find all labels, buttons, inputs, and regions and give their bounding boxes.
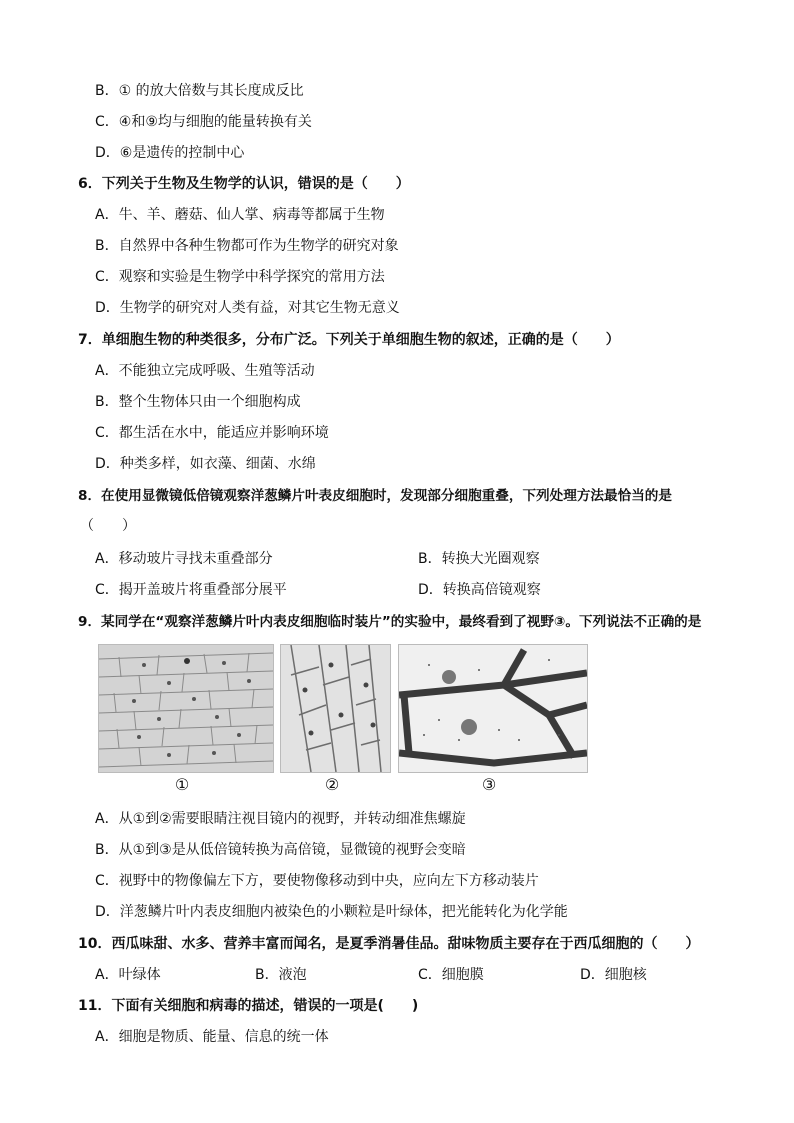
q9-option-b: B．从①到③是从低倍镜转换为高倍镜，显微镜的视野会变暗 xyxy=(95,842,466,858)
figure-label-2: ② xyxy=(324,775,340,794)
q5-option-d: D．⑥是遗传的控制中心 xyxy=(95,145,245,161)
question-8-paren: （ ） xyxy=(80,518,136,534)
question-9-stem: 9．某同学在“观察洋葱鳞片叶内表皮细胞临时装片”的实验中，最终看到了视野③。下列说法不正确的是 xyxy=(78,614,702,630)
question-10-stem: 10．西瓜味甜、水多、营养丰富而闻名，是夏季消暑佳品。甜味物质主要存在于西瓜细胞的（ ） xyxy=(78,936,700,952)
q10-option-b: B．液泡 xyxy=(255,967,307,983)
q8-option-b: B．转换大光圈观察 xyxy=(418,551,540,567)
micrograph-1-image xyxy=(98,644,274,773)
micrograph-2-image xyxy=(280,644,391,773)
q5-option-c: C．④和⑨均与细胞的能量转换有关 xyxy=(95,114,312,130)
q5-option-b: B．① 的放大倍数与其长度成反比 xyxy=(95,83,304,99)
q11-option-a: A．细胞是物质、能量、信息的统一体 xyxy=(95,1029,329,1045)
onion-cells-high-mag xyxy=(399,645,587,772)
question-6-stem: 6．下列关于生物及生物学的认识，错误的是（ ） xyxy=(78,176,410,192)
q8-option-a: A．移动玻片寻找未重叠部分 xyxy=(95,551,273,567)
micrograph-3-image xyxy=(398,644,588,773)
question-8-stem: 8．在使用显微镜低倍镜观察洋葱鳞片叶表皮细胞时，发现部分细胞重叠，下列处理方法最恰当的是 xyxy=(78,488,672,504)
q6-option-d: D．生物学的研究对人类有益，对其它生物无意义 xyxy=(95,300,400,316)
onion-cells-low-mag xyxy=(99,645,273,772)
question-7-stem: 7．单细胞生物的种类很多，分布广泛。下列关于单细胞生物的叙述，正确的是（ ） xyxy=(78,332,620,348)
q10-option-c: C．细胞膜 xyxy=(418,967,484,983)
q7-option-b: B．整个生物体只由一个细胞构成 xyxy=(95,394,301,410)
q9-option-d: D．洋葱鳞片叶内表皮细胞内被染色的小颗粒是叶绿体，把光能转化为化学能 xyxy=(95,904,568,920)
q7-option-d: D．种类多样，如衣藻、细菌、水绵 xyxy=(95,456,316,472)
q8-option-d: D．转换高倍镜观察 xyxy=(418,582,541,598)
q8-option-c: C．揭开盖玻片将重叠部分展平 xyxy=(95,582,287,598)
figure-label-1: ① xyxy=(174,775,190,794)
q10-option-d: D．细胞核 xyxy=(580,967,647,983)
q6-option-a: A．牛、羊、蘑菇、仙人掌、病毒等都属于生物 xyxy=(95,207,385,223)
q9-option-c: C．视野中的物像偏左下方，要使物像移动到中央，应向左下方移动装片 xyxy=(95,873,539,889)
q6-option-c: C．观察和实验是生物学中科学探究的常用方法 xyxy=(95,269,385,285)
onion-cells-medium-mag xyxy=(281,645,390,772)
q9-option-a: A．从①到②需要眼睛注视目镜内的视野，并转动细准焦螺旋 xyxy=(95,811,466,827)
q10-option-a: A．叶绿体 xyxy=(95,967,161,983)
q6-option-b: B．自然界中各种生物都可作为生物学的研究对象 xyxy=(95,238,399,254)
figure-label-3: ③ xyxy=(481,775,497,794)
q7-option-c: C．都生活在水中，能适应并影响环境 xyxy=(95,425,329,441)
question-11-stem: 11．下面有关细胞和病毒的描述，错误的一项是( ) xyxy=(78,998,419,1014)
q7-option-a: A．不能独立完成呼吸、生殖等活动 xyxy=(95,363,315,379)
